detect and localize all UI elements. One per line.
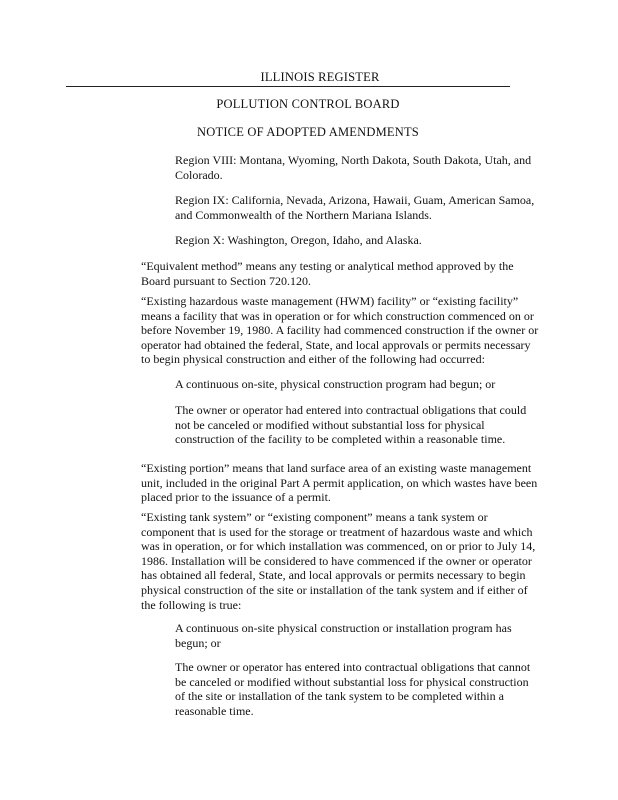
equivalent-method-definition: “Equivalent method” means any testing or analytical method approved by the Board pursuant to Section 720.120. <box>141 259 514 288</box>
hwm-condition-a: A continuous on-site, physical construction program had begun; or <box>175 377 496 391</box>
region-x-paragraph: Region X: Washington, Oregon, Idaho, and Alaska. <box>175 233 422 247</box>
existing-portion-definition: “Existing portion” means that land surface area of an existing waste management unit, included in the original Part A permit application, on which wastes have been placed prior to the issuance of a permit. <box>141 461 538 505</box>
tank-condition-a: A continuous on-site physical construction or installation program has begun; or <box>175 621 512 650</box>
existing-tank-system-definition: “Existing tank system” or “existing component” means a tank system or component that is used for the storage or treatment of hazardous waste and which was in operation, or for which installation was commenced, on or prior to July 14, 1986. Installation will be considered to have commenced if the owner or operator has obtained all federal, State, and local approvals or permits necessary to begin physical construction of the site or installation of the tank system and if either of the following is true: <box>141 510 536 612</box>
header-rule <box>66 86 510 87</box>
register-title: ILLINOIS REGISTER <box>260 70 380 84</box>
notice-title: NOTICE OF ADOPTED AMENDMENTS <box>197 125 419 139</box>
region-ix-paragraph: Region IX: California, Nevada, Arizona, Hawaii, Guam, American Samoa, and Commonwealth of the Northern Mariana Islands. <box>175 193 535 222</box>
existing-hwm-facility-definition: “Existing hazardous waste management (HWM) facility” or “existing facility” means a facility that was in operation or for which construction commenced on or before November 19, 1980. A facility had commenced construction if the owner or operator had obtained the federal, State, and local approvals or permits necessary to begin physical construction and either of the following had occurred: <box>141 294 539 367</box>
board-title: POLLUTION CONTROL BOARD <box>216 97 400 111</box>
tank-condition-b: The owner or operator has entered into contractual obligations that cannot be canceled or modified without substantial loss for physical construction of the site or installation of the tank system to be completed within a reasonable time. <box>175 660 531 718</box>
hwm-condition-b: The owner or operator had entered into contractual obligations that could not be canceled or modified without substantial loss for physical construction of the facility to be completed within a reasonable time. <box>175 403 527 447</box>
region-viii-paragraph: Region VIII: Montana, Wyoming, North Dakota, South Dakota, Utah, and Colorado. <box>175 153 532 182</box>
